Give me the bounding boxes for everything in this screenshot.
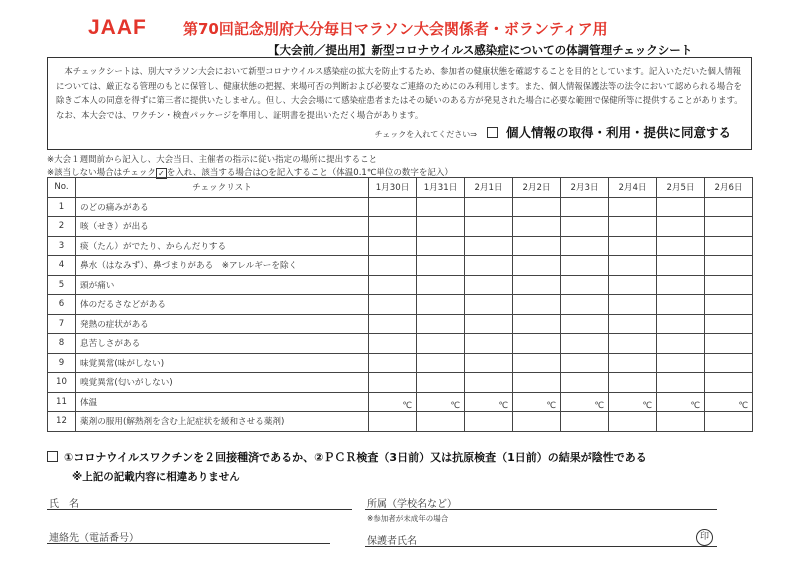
check-cell[interactable]	[561, 373, 609, 393]
check-cell[interactable]	[369, 295, 417, 315]
check-cell[interactable]	[417, 256, 465, 276]
col-header-date: 2月6日	[705, 178, 753, 198]
check-cell[interactable]	[513, 353, 561, 373]
check-cell[interactable]	[417, 314, 465, 334]
check-cell[interactable]	[705, 295, 753, 315]
celsius-unit: ℃	[546, 401, 556, 411]
check-cell[interactable]	[657, 373, 705, 393]
check-cell[interactable]	[657, 295, 705, 315]
check-cell[interactable]	[465, 256, 513, 276]
temperature-cell[interactable]	[657, 392, 705, 412]
table-row	[48, 314, 753, 334]
table-row	[48, 392, 753, 412]
table-row	[48, 256, 753, 276]
col-header-date: 1月31日	[417, 178, 465, 198]
checklist-item: 嗅覚異常(匂いがしない)	[76, 373, 369, 393]
check-cell[interactable]	[513, 334, 561, 354]
celsius-unit: ℃	[738, 401, 748, 411]
check-cell[interactable]	[609, 412, 657, 432]
check-cell[interactable]	[657, 412, 705, 432]
checklist-item: 発熱の症状がある	[76, 314, 369, 334]
check-cell[interactable]	[369, 256, 417, 276]
table-row	[48, 217, 753, 237]
celsius-unit: ℃	[450, 401, 460, 411]
instruction-note-2-before: ※該当しない場合はチェック	[47, 168, 156, 178]
check-cell[interactable]	[513, 314, 561, 334]
temperature-cell[interactable]	[369, 392, 417, 412]
row-number: 1	[48, 197, 76, 217]
row-number: 9	[48, 353, 76, 373]
temperature-cell[interactable]	[705, 392, 753, 412]
row-number: 4	[48, 256, 76, 276]
check-cell[interactable]	[513, 295, 561, 315]
temperature-cell[interactable]	[465, 392, 513, 412]
check-cell[interactable]	[513, 217, 561, 237]
row-number: 3	[48, 236, 76, 256]
minor-note: ※参加者が未成年の場合	[367, 514, 449, 523]
check-cell[interactable]	[657, 197, 705, 217]
check-cell[interactable]	[561, 256, 609, 276]
col-header-no: No.	[48, 178, 76, 198]
check-cell[interactable]	[705, 353, 753, 373]
check-cell[interactable]	[417, 217, 465, 237]
row-number: 6	[48, 295, 76, 315]
check-cell[interactable]	[561, 275, 609, 295]
instruction-note-2-after: を入れ、該当する場合は○を記入すること（体温0.1℃単位の数字を記入）	[166, 168, 453, 178]
check-cell[interactable]	[561, 295, 609, 315]
checklist-item: 体温	[76, 392, 369, 412]
check-cell[interactable]	[465, 334, 513, 354]
col-header-date: 2月4日	[609, 178, 657, 198]
confirm-statement: ※上記の記載内容に相違ありません	[72, 471, 240, 483]
checklist-item: 鼻水（はなみず）、鼻づまりがある ※アレルギーを除く	[76, 256, 369, 276]
check-cell[interactable]	[369, 236, 417, 256]
checklist-item: 頭が痛い	[76, 275, 369, 295]
check-cell[interactable]	[609, 256, 657, 276]
name-field[interactable]	[47, 509, 352, 510]
row-number: 12	[48, 412, 76, 432]
col-header-date: 2月1日	[465, 178, 513, 198]
table-row	[48, 412, 753, 432]
instruction-note-1: ※大会１週間前から記入し、大会当日、主催者の指示に従い指定の場所に提出すること	[47, 155, 378, 165]
vaccine-statement: ①コロナウイルスワクチンを２回接種済であるか、②ＰＣＲ検査（3日前）又は抗原検査（1日前）の結果が陰性である	[64, 451, 647, 464]
check-cell[interactable]	[465, 314, 513, 334]
checklist-item: 体のだるさなどがある	[76, 295, 369, 315]
check-cell[interactable]	[465, 373, 513, 393]
consent-row	[375, 126, 731, 143]
check-cell[interactable]	[513, 197, 561, 217]
check-cell[interactable]	[657, 236, 705, 256]
table-row	[48, 373, 753, 393]
check-cell[interactable]	[465, 236, 513, 256]
check-cell[interactable]	[417, 373, 465, 393]
check-cell[interactable]	[417, 412, 465, 432]
checklist-item: のどの痛みがある	[76, 197, 369, 217]
check-cell[interactable]	[705, 373, 753, 393]
check-cell[interactable]	[705, 314, 753, 334]
row-number: 7	[48, 314, 76, 334]
check-cell[interactable]	[705, 412, 753, 432]
check-cell[interactable]	[369, 412, 417, 432]
guardian-label: 保護者氏名	[367, 536, 417, 547]
check-cell[interactable]	[561, 197, 609, 217]
check-cell[interactable]	[465, 412, 513, 432]
temperature-cell[interactable]	[513, 392, 561, 412]
check-cell[interactable]	[465, 295, 513, 315]
check-mark-icon: ✓	[156, 168, 167, 179]
consent-checkbox[interactable]	[487, 127, 498, 138]
temperature-cell[interactable]	[417, 392, 465, 412]
jaaf-logo: JAAF	[88, 16, 147, 39]
col-header-checklist: チェックリスト	[76, 178, 369, 198]
check-cell[interactable]	[609, 295, 657, 315]
checklist-item: 味覚異常(味がしない)	[76, 353, 369, 373]
row-number: 5	[48, 275, 76, 295]
page-title: 第70回記念別府大分毎日マラソン大会関係者・ボランティア用	[183, 20, 608, 38]
table-body	[48, 197, 753, 431]
privacy-notice-box	[47, 57, 752, 150]
col-header-date: 1月30日	[369, 178, 417, 198]
check-cell[interactable]	[465, 353, 513, 373]
check-cell[interactable]	[369, 353, 417, 373]
check-cell[interactable]	[609, 314, 657, 334]
check-cell[interactable]	[369, 314, 417, 334]
check-cell[interactable]	[609, 197, 657, 217]
check-cell[interactable]	[369, 373, 417, 393]
check-cell[interactable]	[465, 275, 513, 295]
check-cell[interactable]	[705, 334, 753, 354]
affiliation-field[interactable]	[365, 509, 717, 510]
check-cell[interactable]	[657, 353, 705, 373]
check-cell[interactable]	[513, 373, 561, 393]
check-cell[interactable]	[465, 197, 513, 217]
check-cell[interactable]	[705, 256, 753, 276]
checklist-item: 咳（せき）が出る	[76, 217, 369, 237]
check-cell[interactable]	[369, 197, 417, 217]
check-cell[interactable]	[609, 353, 657, 373]
celsius-unit: ℃	[594, 401, 604, 411]
check-cell[interactable]	[513, 256, 561, 276]
vaccine-checkbox[interactable]	[47, 451, 58, 462]
contact-field[interactable]	[47, 543, 330, 544]
col-header-date: 2月5日	[657, 178, 705, 198]
check-cell[interactable]	[561, 412, 609, 432]
check-cell[interactable]	[657, 217, 705, 237]
temperature-cell[interactable]	[609, 392, 657, 412]
row-number: 10	[48, 373, 76, 393]
check-cell[interactable]	[609, 217, 657, 237]
affiliation-label: 所属（学校名など）	[367, 499, 457, 510]
check-cell[interactable]	[513, 412, 561, 432]
table-row	[48, 275, 753, 295]
table-row	[48, 334, 753, 354]
consent-label: 個人情報の取得・利用・提供に同意する	[505, 125, 731, 140]
check-cell[interactable]	[657, 275, 705, 295]
check-cell[interactable]	[417, 353, 465, 373]
check-cell[interactable]	[705, 236, 753, 256]
check-cell[interactable]	[417, 295, 465, 315]
celsius-unit: ℃	[402, 401, 412, 411]
check-cell[interactable]	[609, 334, 657, 354]
check-cell[interactable]	[417, 197, 465, 217]
guardian-field[interactable]	[365, 546, 717, 547]
check-cell[interactable]	[369, 334, 417, 354]
check-cell[interactable]	[705, 217, 753, 237]
health-check-table	[47, 177, 753, 432]
celsius-unit: ℃	[690, 401, 700, 411]
check-cell[interactable]	[657, 334, 705, 354]
check-cell[interactable]	[513, 275, 561, 295]
check-cell[interactable]	[369, 217, 417, 237]
check-cell[interactable]	[369, 275, 417, 295]
check-cell[interactable]	[657, 314, 705, 334]
checklist-item: 薬剤の服用(解熱剤を含む上記症状を緩和させる薬剤)	[76, 412, 369, 432]
row-number: 2	[48, 217, 76, 237]
check-cell[interactable]	[417, 334, 465, 354]
check-cell[interactable]	[417, 275, 465, 295]
privacy-notice-text: 本チェックシートは、別大マラソン大会において新型コロナウイルス感染症の拡大を防止するため、参加者の健康状態を確認することを目的としています。記入いただいた個人情報については、厳正なる管理のもとに保管し、健康状態の把握、来場可否の判断および必要なご連絡のためにのみ利用します。また、個人情報保護法等の法令において認められる場合を除きご本人の同意を得ずに第三者に提供いたしません。但し、大会会場にて感染症患者またはその疑いのある方が発見された場合に必要な範囲で保健所等に提供することがあります。なお、本大会では、ワクチン・検査パッケージを準用し、証明書を提出いただく場合があります。	[56, 66, 743, 120]
row-number: 8	[48, 334, 76, 354]
table-row	[48, 197, 753, 217]
check-cell[interactable]	[657, 256, 705, 276]
check-cell[interactable]	[561, 236, 609, 256]
seal-mark: 印	[696, 529, 713, 546]
check-cell[interactable]	[705, 197, 753, 217]
checklist-item: 息苦しさがある	[76, 334, 369, 354]
table-row	[48, 353, 753, 373]
vaccine-statement-row	[47, 449, 647, 465]
table-row	[48, 236, 753, 256]
check-cell[interactable]	[561, 334, 609, 354]
check-cell[interactable]	[609, 373, 657, 393]
row-number: 11	[48, 392, 76, 412]
col-header-date: 2月2日	[513, 178, 561, 198]
name-label: 氏 名	[49, 499, 79, 510]
check-cell[interactable]	[561, 353, 609, 373]
celsius-unit: ℃	[642, 401, 652, 411]
check-cell[interactable]	[561, 314, 609, 334]
check-cell[interactable]	[513, 236, 561, 256]
temperature-cell[interactable]	[561, 392, 609, 412]
page-subtitle: 【大会前／提出用】新型コロナウイルス感染症についての体調管理チェックシート	[268, 43, 693, 57]
check-cell[interactable]	[417, 236, 465, 256]
celsius-unit: ℃	[498, 401, 508, 411]
check-cell[interactable]	[609, 236, 657, 256]
check-cell[interactable]	[609, 275, 657, 295]
checklist-item: 痰（たん）がでたり、からんだりする	[76, 236, 369, 256]
check-cell[interactable]	[705, 275, 753, 295]
consent-hint: チェックを入れてください⇒	[374, 130, 477, 139]
table-row	[48, 295, 753, 315]
contact-label: 連絡先（電話番号）	[49, 533, 139, 544]
col-header-date: 2月3日	[561, 178, 609, 198]
check-cell[interactable]	[561, 217, 609, 237]
check-cell[interactable]	[465, 217, 513, 237]
table-header-row	[48, 178, 753, 198]
